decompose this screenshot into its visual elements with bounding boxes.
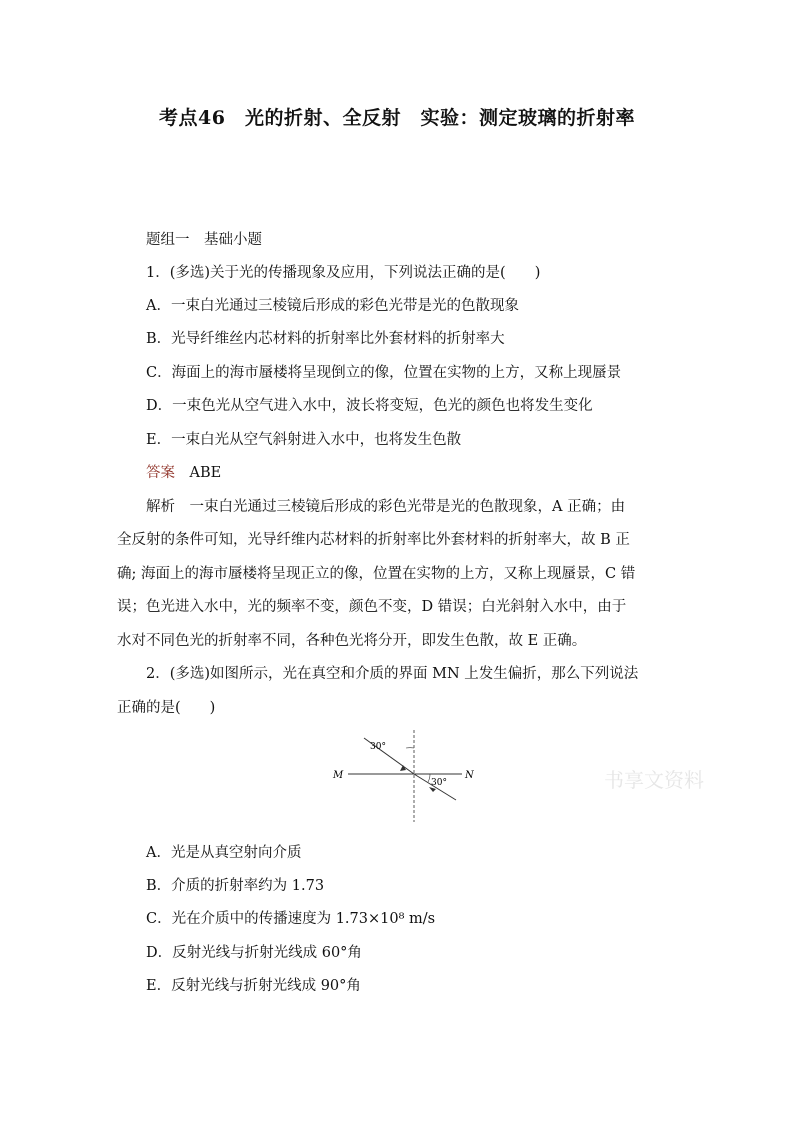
answer-row: [146, 463, 221, 483]
angle-label-bottom: 30°: [431, 778, 447, 788]
label-n: N: [465, 770, 474, 781]
question-1-stem: 1．(多选)关于光的传播现象及应用，下列说法正确的是( ): [146, 265, 541, 281]
explanation-label: 解析: [146, 499, 175, 515]
question-2-option-b: B．介质的折射率约为 1.73: [146, 878, 325, 894]
question-2-stem-line-1: 2．(多选)如图所示，光在真空和介质的界面 MN 上发生偏折，那么下列说法: [146, 666, 639, 682]
answer-value: ABE: [189, 465, 222, 481]
question-1-option-c: C．海面上的海市蜃楼将呈现倒立的像，位置在实物的上方，又称上现蜃景: [146, 365, 622, 381]
question-1-option-a: A．一束白光通过三棱镜后形成的彩色光带是光的色散现象: [146, 298, 519, 314]
question-2-option-e: E．反射光线与折射光线成 90°角: [146, 978, 361, 994]
question-1-option-e: E．一束白光从空气斜射进入水中，也将发生色散: [146, 432, 462, 448]
explanation-line-3: 确; 海面上的海市蜃楼将呈现正立的像，位置在实物的上方，又称上现蜃景，C 错: [117, 566, 636, 582]
question-2-stem-line-2: 正确的是( ): [117, 700, 216, 716]
explanation-line-5: 水对不同色光的折射率不同，各种色光将分开，即发生色散，故 E 正确。: [117, 633, 587, 649]
explanation-line-4: 误；色光进入水中，光的频率不变，颜色不变，D 错误；白光斜射入水中，由于: [117, 599, 627, 615]
label-m: M: [333, 770, 344, 781]
question-2-option-d: D．反射光线与折射光线成 60°角: [146, 945, 362, 961]
question-1-option-d: D．一束色光从空气进入水中，波长将变短，色光的颜色也将发生变化: [146, 398, 593, 414]
question-2-option-a: A．光是从真空射向介质: [146, 845, 302, 861]
angle-arc-bottom: [428, 774, 430, 782]
refraction-figure: [330, 728, 480, 826]
question-2-option-c: C．光在介质中的传播速度为 1.73×10⁸ m/s: [146, 911, 436, 927]
section-heading: 题组一 基础小题: [146, 232, 262, 248]
watermark: 书享文资料: [604, 768, 704, 792]
page-title: 考点46 光的折射、全反射 实验：测定玻璃的折射率: [159, 107, 635, 129]
question-1-option-b: B．光导纤维丝内芯材料的折射率比外套材料的折射率大: [146, 331, 505, 347]
answer-label: 答案: [146, 465, 175, 481]
explanation-line-1: 解析 一束白光通过三棱镜后形成的彩色光带是光的色散现象，A 正确；由: [146, 499, 626, 515]
explanation-line-2: 全反射的条件可知，光导纤维内芯材料的折射率比外套材料的折射率大，故 B 正: [117, 532, 630, 548]
angle-label-top: 30°: [370, 742, 386, 752]
